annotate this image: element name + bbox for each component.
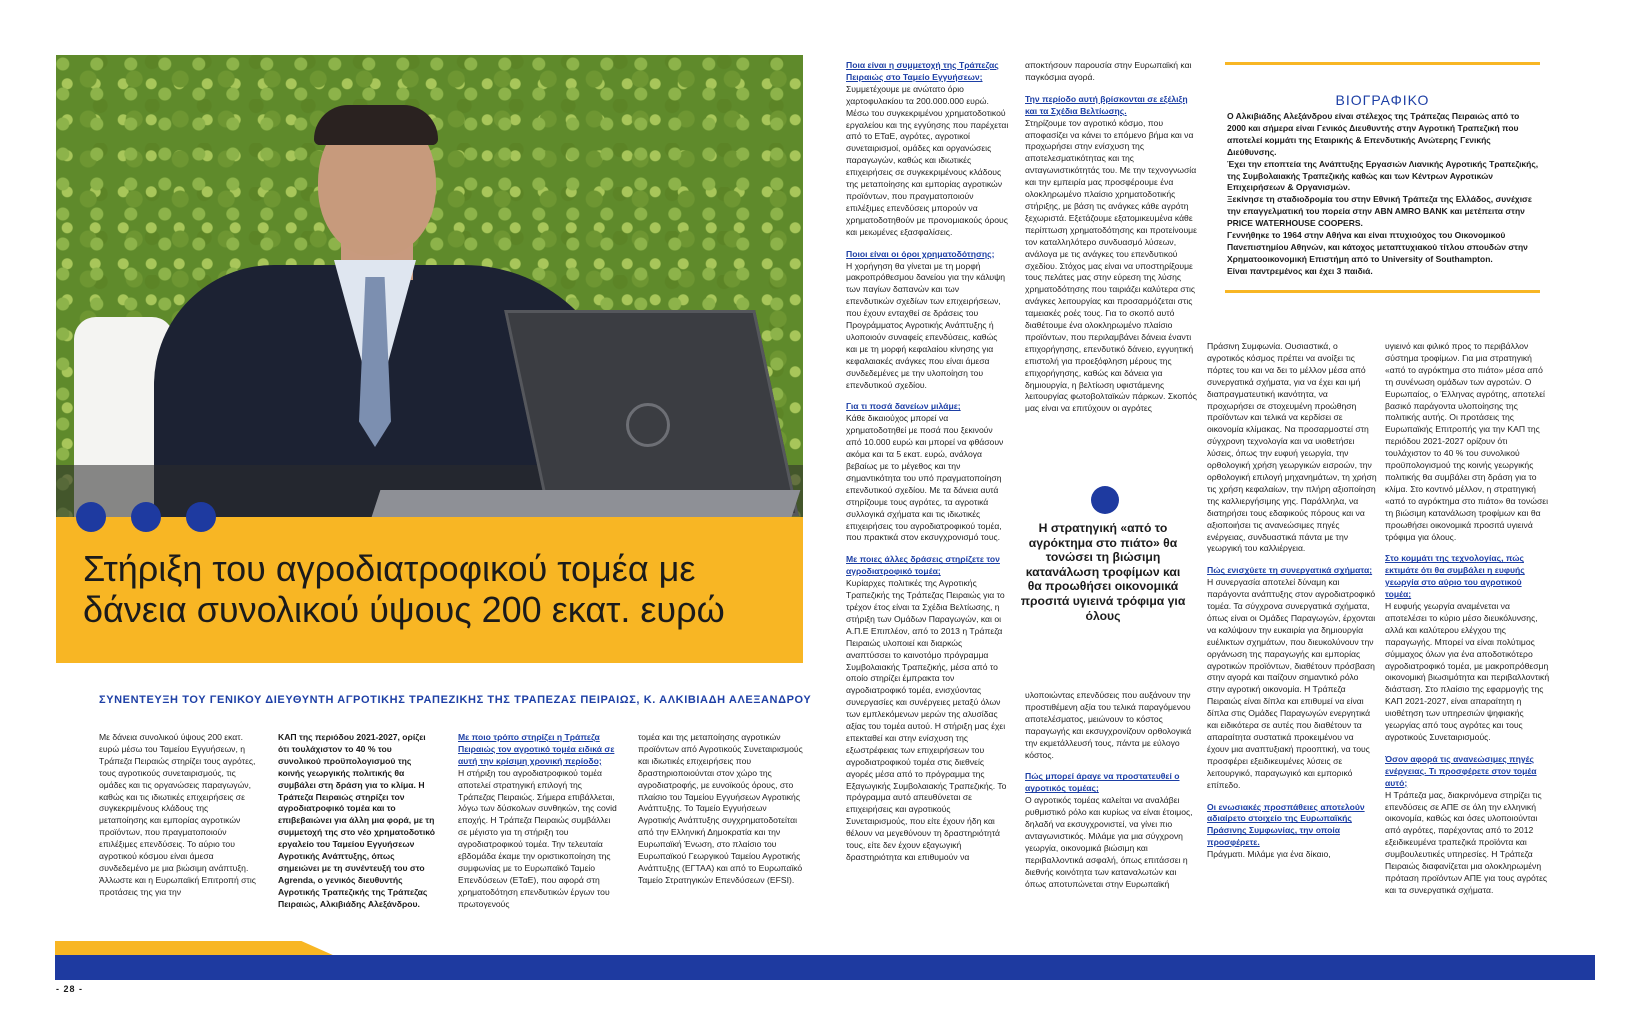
body-text: Πράσινη Συμφωνία. Ουσιαστικά, ο αγροτικός κόσμος πρέπει να ανοίξει τις πόρτες του και να δει το μέλλον μέσα από συνεργατικά σχήματα, για να έχει και ιμή διαπραγματευτική ικανότητα, να προχωρήσει σε στοχευμένη προώθηση προϊόντων και τελικά να κερδίσει σε οικονομία κλίμακας. Να προσαρμοστεί στη σύγχρονη τεχνολογία και να υιοθετήσει λύσεις, όπως την ευφυή γεωργία, την ορθολογική χρήση γεωργικών εισροών, την ορθολογική επιλογή μηχανημάτων, τη χρήση τις χρήση κεφαλαίων, την πλήρη αξιοποίηση της καλλιεργήσιμης γης. Παράλληλα, να διατηρήσει τους εδαφικούς πόρους και να αξιοποιήσει τις ανανεώσιμες πηγές ενέργειας, συνδυαστικά πάντα με την γεωργική του καλλιέργεια. — [1207, 341, 1377, 554]
body-text: Ο αγροτικός τομέας καλείται να αναλάβει ρυθμιστικό ρόλο και κυρίως να είναι έτοιμος, δηλαδή να εκσυγχρονιστεί, να γίνει πιο ανταγωνιστικός. Μιλάμε για μια σύγχρονη γεωργία, οικονομικά βιώσιμη και περιβαλλοντικά ασφαλή, όπως επιτάσσει η διεθνής κοινότητα των καταναλωτών και όπως αποτυπώνεται στην Ευρωπαϊκή — [1025, 795, 1193, 889]
interview-question: Ποιοι είναι οι όροι χρηματοδότησης; — [846, 248, 995, 259]
bio-bottom-rule — [1225, 290, 1540, 293]
interview-question: Για τι ποσά δανείων μιλάμε; — [846, 401, 961, 412]
pull-quote-dot — [1091, 486, 1119, 514]
interview-question: Με ποιο τρόπο στηρίζει η Τράπεζα Πειραιώς τον αγροτικό τομέα ειδικά σε αυτή την κρίσιμη χρονική περίοδο; — [458, 732, 615, 766]
body-text: Η συνεργασία αποτελεί δύναμη και παράγοντα ανάπτυξης στον αγροδιατροφικό τομέα. Τα σύγχρονα συνεργατικά σχήματα, όπως είναι οι Ομάδες Παραγωγών, έρχονται να καλύψουν την ευκαιρία για δημιουργία ευέλικτων σχημάτων, που διευκολύνουν την οργάνωση της παραγωγής και εμπορίας αγροτικών προϊόντων, διαθέτουν πρόσβαση στην αγορά και παίζουν σημαντικό ρόλο στην αγροτική οικονομία. Η Τράπεζα Πειραιώς είναι δίπλα και επιθυμεί να είναι δίπλα στις Ομάδες Παραγωγών ενεργητικά και ειδικότερα σε αυτές που διαθέτουν τα απαραίτητα συστατικά προκειμένου να έχουν μια αναπτυξιακή προοπτική, να τους προσφέρει εξειδικευμένες λύσεις σε λειτουργικό, παραγωγικό και εμπορικό επίπεδο. — [1207, 577, 1376, 790]
laptop-base — [372, 490, 801, 517]
body-column-2 — [278, 732, 436, 917]
interview-question: Με ποιες άλλες δράσεις στηρίζετε τον αγροδιατροφικό τομέα; — [846, 554, 1000, 577]
interview-question: Όσον αφορά τις ανανεώσιμες πηγές ενέργειας. Τι προσφέρετε στον τομέα αυτό; — [1385, 753, 1537, 788]
body-text: Κυρίαρχες πολιτικές της Αγροτικής Τραπεζικής της Τράπεζας Πειραιώς για το τρέχον έτος είναι τα Σχέδια Βελτίωσης, η στήριξη των Ομάδων Παραγωγών, και οι Α.Π.Ε Επιπλέον, από το 2013 η Τράπεζα Πειραιώς υλοποιεί και διαρκώς αναπτύσσει το καινοτόμο πρόγραμμα Συμβολαιακής Τραπεζικής, μέσα από το οποίο στηρίζει έμπρακτα τον αγροδιατροφικό τομέα, ενισχύοντας συνεργασίες και συνέργειες μεταξύ όλων των εμπλεκόμενων μερών της αλυσίδας αξίας του τομέα αυτού. Η στήριξη μας έχει επεκταθεί και στην ενίσχυση της εξωστρέφειας των επιχειρήσεων του αγροδιατροφικού τομέα στις διεθνείς αγορές μέσα από το πρόγραμμα της Εξαγωγικής Συμβολαιακής Τραπεζικής. Το πρόγραμμα αυτό απευθύνεται σε επιχειρήσεις και αγροτικούς Συνεταιρισμούς, που είτε έχουν ήδη και θέλουν να μεγεθύνουν τη δραστηριότητά τους, είτε δεν έχουν εξαγωγική δραστηριότητα και επιθυμούν να — [846, 578, 1007, 862]
body-text: Συμμετέχουμε με ανώτατο όριο χαρτοφυλακίου τα 200.000.000 ευρώ. Μέσω του συγκεκριμένου χρηματοδοτικού εργαλείου και της εγγύησης που παρέχεται από το ΕΤαΕ, αγρότες, αγροτικοί συνεταιρισμοί, ομάδες και οργανώσεις παραγωγών, καθώς και ιδιωτικές επιχειρήσεις σε συγκεκριμένους κλάδους της μεταποίησης και εμπορίας αγροτικών προϊόντων, που πραγματοποιούν επιλέξιμες επενδύσεις μπορούν να χρηματοδοτηθούν με προνομιακούς όρους και μειωμένες εξασφαλίσεις. — [846, 83, 1009, 237]
page-number: - 28 - — [56, 984, 84, 994]
body-text: Πράγματι. Μιλάμε για ένα δίκαιο, — [1207, 849, 1331, 860]
decorative-dot-1 — [76, 502, 106, 532]
body-text: τομέα και της μεταποίησης αγροτικών προϊόντων από Αγροτικούς Συνεταιρισμούς και ιδιωτικές επιχειρήσεις που δραστηριοποιούνται στον χώρο της αγροδιατροφής, με ευνοϊκούς όρους, στο πλαίσιο του Ταμείου Εγγυήσεων Αγροτικής Ανάπτυξης. Το Ταμείο Εγγυήσεων Αγροτικής Ανάπτυξης συγχρηματοδοτείται από την Ελληνική Δημοκρατία και την Ευρωπαϊκή Ένωση, στο πλαίσιο του Ευρωπαϊκού Γεωργικού Ταμείου Αγροτικής Ανάπτυξης (ΕΓΤΑΑ) και από το Ευρωπαϊκό Ταμείο Στρατηγικών Επενδύσεων (EFSI). — [638, 732, 803, 885]
article-subtitle: ΣΥΝΕΝΤΕΥΞΗ ΤΟΥ ΓΕΝΙΚΟΥ ΔΙΕΥΘΥΝΤΗ ΑΓΡΟΤΙΚΗΣ ΤΡΑΠΕΖΙΚΗΣ ΤΗΣ ΤΡΑΠΕΖΑΣ ΠΕΙΡΑΙΩΣ, Κ. ΑΛΚΙΒΙΑΔΗ ΑΛΕΞΑΝΔΡΟΥ — [99, 694, 812, 706]
bio-paragraph: Ξεκίνησε τη σταδιοδρομία του στην Εθνική Τράπεζα της Ελλάδος, συνέχισε την επαγγελματική του πορεία στην ABN AMRO BANK και μετέπειτα στην PRICE WATERHOUSE COOPERS. — [1227, 194, 1532, 229]
interview-question: Πώς ενισχύετε τη συνεργατικά σχήματα; — [1207, 565, 1373, 576]
laptop-logo-icon — [626, 403, 670, 447]
body-text: Η ευφυής γεωργία αναμένεται να αποτελέσει το κύριο μέσο διευκόλυνσης, αλλά και καλύτερου ελέγχου της παραγωγής. Μπορεί να είναι πολύτιμος σύμμαχος όλων για ένα αποδοτικότερο αγροδιατροφικό τομέα, με μακροπρόθεσμη οικονομική βιωσιμότητα και περιβαλλοντική διάσταση. Στο πλαίσιο της εφαρμογής της ΚΑΠ 2021-2027, είναι απαραίτητη η υιοθέτηση των υπηρεσιών ψηφιακής γεωργίας από τους αγρότες και τους αγροτικούς Συνεταιρισμούς. — [1385, 601, 1550, 742]
body-column-4 — [638, 732, 803, 917]
body-column-3 — [458, 732, 620, 917]
bio-paragraph: Ο Αλκιβιάδης Αλεξάνδρου είναι στέλεχος της Τράπεζας Πειραιώς από το 2000 και σήμερα είναι Γενικός Διευθυντής στην Αγροτική Τραπεζική που αποτελεί κομμάτι της Εταιρικής & Επενδυτικής Ανώτερης Γενικής Διεύθυνσης. — [1227, 111, 1520, 157]
body-column-8 — [1385, 341, 1550, 918]
interview-question: Ποια είναι η συμμετοχή της Τράπεζας Πειραιώς στο Ταμείο Εγγυήσεων; — [846, 60, 999, 82]
interview-question: Στο κομμάτι της τεχνολογίας, πώς εκτιμάτε ότι θα συμβάλει η ευφυής γεωργία στο αύριο του αγροτικού τομέα; — [1385, 553, 1525, 600]
body-text: Στηρίζουμε τον αγροτικό κόσμο, που αποφασίζει να κάνει το επόμενο βήμα και να προχωρήσει στην ενίσχυση της αποτελεσματικότητας και της ανταγωνιστικότητάς του. Με την τεχνογνωσία και την εμπειρία μας προσφέρουμε ένα ολοκληρωμένο πλαίσιο χρηματοδοτικής στήριξης, με βάση τις ανάγκες κάθε αγρότη ξεχωριστά. Εξετάζουμε εξατομικευμένα κάθε περίπτωση χρηματοδότησης και προτείνουμε τον καταλληλότερο συνδυασμό λύσεων, ανάλογα με τις ανάγκες του επενδυτικού σχεδίου. Στόχος μας είναι να υποστηρίξουμε τους πελάτες μας στην εύρεση της λύσης χρηματοδότησης που ταιριάζει καλύτερα στις ανάγκες λειτουργίας και προσαρμόζεται στις ταμειακές ροές τους. Για το σκοπό αυτό διαθέτουμε ένα ολοκληρωμένο πλαίσιο προϊόντων, που περιλαμβάνει δάνεια έναντι επιχορήγησης, επενδυτικό δάνειο, εγγυητική επιστολή για προεξόφληση μέρους της επιχορήγησης, καθώς και δάνεια για δημιουργία, η βελτίωση υφιστάμενης λειτουργίας φωτοβολταϊκών πάρκων. Σκοπός μας είναι να επιτύχουν οι αγρότες — [1025, 117, 1197, 414]
pull-quote: Η στρατηγική «από το αγρόκτημα στο πιάτο» θα τονώσει τη βιώσιμη κατανάλωση τροφίμων και θα προωθήσει οικονομικά προσιτά υγιεινά τρόφιμα για όλους — [1020, 521, 1186, 623]
footer-blue-bar — [55, 955, 1595, 980]
body-text: ΚΑΠ της περιόδου 2021-2027, ορίζει ότι τουλάχιστον το 40 % του συνολικού προϋπολογισμού της κοινής γεωργικής πολιτικής θα συμβάλει στη δράση για το κλίμα. Η Τράπεζα Πειραιώς στηρίζει τον αγροδιατροφικό τομέα και το επιβεβαιώνει για άλλη μια φορά, με τη συμμετοχή της στο νέο χρηματοδοτικό εργαλείο του Ταμείου Εγγυήσεων Αγροτικής Ανάπτυξης, όπως σημειώνει με τη συνέντευξή του στο Agrenda, ο γενικός διευθυντής Αγροτικής Τραπεζικής της Τράπεζας Πειραιώς, Αλκιβιάδης Αλεξάνδρου. — [278, 732, 436, 909]
bio-top-rule — [1225, 62, 1540, 65]
bio-paragraph: Είναι παντρεμένος και έχει 3 παιδιά. — [1227, 265, 1373, 276]
interview-question: Την περίοδο αυτή βρίσκονται σε εξέλιξη και τα Σχέδια Βελτίωσης. — [1025, 93, 1188, 116]
body-column-5 — [846, 60, 1009, 940]
interview-question: Πώς μπορεί άραγε να προστατευθεί ο αγροτικός τομέας; — [1025, 771, 1180, 794]
body-text: Η Τράπεζα μας, διακρινόμενα στηρίζει τις επενδύσεις σε ΑΠΕ σε όλη την ελληνική οικονομία, καθώς και όσες υλοποιούνται από αγρότες, παρέχοντας από το 2012 εξειδικευμένα τραπεζικά προϊόντα και συμβουλευτικές υπηρεσίες. Η Τράπεζα Πειραιώς διαφανίζεται μια ολοκληρωμένη πρόταση προϊόντων ΑΠΕ για τους αγρότες και τα συνεργατικά σχήματα. — [1385, 789, 1548, 895]
person-hair — [314, 105, 438, 145]
decorative-dot-3 — [186, 502, 216, 532]
body-text: Η στήριξη του αγροδιατροφικού τομέα αποτελεί στρατηγική επιλογή της Τράπεζας Πειραιώς. Σήμερα επιβάλλεται, λόγω των δύσκολων συνθηκών, της covid εποχής. Η Τράπεζα Πειραιώς συμβάλλει σε μέγιστο για τη στήριξη του αγροδιατροφικού τομέα. Την τελευταία εβδομάδα έκαμε την οριστικοποίηση της συμφωνίας με το Ευρωπαϊκό Ταμείο Επενδύσεων (ΕΤαΕ), που αφορά στη χρηματοδότηση επενδυτικών έργων του πρωτογενούς — [458, 767, 617, 909]
footer-yellow-accent — [55, 941, 335, 956]
body-text: υλοποιώντας επενδύσεις που αυξάνουν την προστιθέμενη αξία του τελικά παραγόμενου αποτελέσματος, μειώνουν το κόστος παραγωγής και εκσυγχρονίζουν ορθολογικά την εκμετάλλευσή τους, πάντα με εύλογο κόστος. — [1025, 690, 1192, 760]
interview-question: Οι ενωσιακές προσπάθειες αποτελούν αδιαίρετο στοιχείο της Ευρωπαϊκής Πράσινης Συμφωνίας, την οποία προσφέρετε. — [1207, 801, 1365, 848]
page-title: Στήριξη του αγροδιατροφικού τομέα με δάνεια συνολικού ύψους 200 εκατ. ευρώ — [83, 548, 725, 630]
body-text: Η χορήγηση θα γίνεται με τη μορφή μακροπρόθεσμου δανείου για την κάλυψη των παγίων δαπανών και των επενδυτικών σχεδίων των επιχειρήσεων, που έχουν ενταχθεί σε δράσεις του Προγράμματος Αγροτικής Ανάπτυξης ή υλοποιούν συναφείς επενδύσεις, καθώς και με τη μορφή κεφαλαίου κίνησης για κεφαλαιακές ανάγκες που είναι άμεσα συνδεδεμένες με την υλοποίηση του επενδυτικού σχεδίου. — [846, 260, 1006, 390]
body-column-6 — [1025, 60, 1197, 468]
bio-text — [1227, 111, 1539, 278]
body-text: αποκτήσουν παρουσία στην Ευρωπαϊκή και παγκόσμια αγορά. — [1025, 60, 1192, 82]
body-column-7 — [1207, 341, 1377, 918]
body-text: Κάθε δικαιούχος μπορεί να χρηματοδοτηθεί με ποσά που ξεκινούν από 10.000 ευρώ και μπορεί να φθάσουν ακόμα και τα 5 εκατ. ευρώ, ανάλογα βεβαίως με το μέγεθος και την σημαντικότητα του υπό πραγματοποίηση επενδυτικού σχεδίου. Με τα δάνεια αυτά στηρίζουμε τους αγρότες, τα αγροτικά συλλογικά σχήματα και τις ιδιωτικές επιχειρήσεις του αγροδιατροφικού τομέα, που πρακτικά στον εκσυγχρονισμό τους. — [846, 413, 1004, 543]
body-column-6-bottom — [1025, 690, 1197, 915]
body-column-1 — [99, 732, 257, 917]
interview-photo — [56, 55, 803, 517]
bio-paragraph: Έχει την εποπτεία της Ανάπτυξης Εργασιών Λιανικής Αγροτικής Τραπεζικής, της Συμβολαιακής Τραπεζικής καθώς και των Κέντρων Αγροτικών Επιχειρήσεων & Οργανισμών. — [1227, 158, 1539, 193]
decorative-dot-2 — [131, 502, 161, 532]
bio-title: ΒΙΟΓΡΑΦΙΚΟ — [1335, 92, 1430, 108]
body-text: υγιεινό και φιλικό προς το περιβάλλον σύστημα τροφίμων. Για μια στρατηγική «από το αγρόκτημα στο πιάτο» μέσα από τη συνένωση ομάδων των αγροτών. Ο Ευρωπαίος, ο Έλληνας αγρότης, αποτελεί βασικό παράγοντα υλοποίησης της πολιτικής αυτής. Οι προτάσεις της Ευρωπαϊκής Επιτροπής για την ΚΑΠ της περιόδου 2021-2027 ορίζουν ότι τουλάχιστον το 40 % του συνολικού προϋπολογισμού της κοινής γεωργικής πολιτικής θα συμβάλει στη δράση για το κλίμα. Στο κοντινό μέλλον, η στρατηγική «από το αγρόκτημα στο πιάτο» θα τονώσει τη βιώσιμη κατανάλωση τροφίμων και θα προωθήσει οικονομικά προσιτά υγιεινά τρόφιμα για όλους. — [1385, 341, 1549, 542]
body-text: Με δάνεια συνολικού ύψους 200 εκατ. ευρώ μέσω του Ταμείου Εγγυήσεων, η Τράπεζα Πειραιώς στηρίζει τους αγρότες, τους αγροτικούς συνεταιρισμούς, τις ομάδες και τις οργανώσεις παραγωγών, καθώς και τις ιδιωτικές επιχειρήσεις σε συγκεκριμένους κλάδους της μεταποίησης και εμπορίας αγροτικών προϊόντων, που πραγματοποιούν επιλέξιμες επενδύσεις. Το αύριο του αγροτικού κόσμου είναι άμεσα συνδεδεμένο με μια βιώσιμη ανάπτυξη. Άλλωστε και η Ευρωπαϊκή Επιτροπή στις προτάσεις της για την — [99, 732, 256, 897]
bio-paragraph: Γεννήθηκε το 1964 στην Αθήνα και είναι πτυχιούχος του Οικονομικού Πανεπιστημίου Αθηνών, και κάτοχος μεταπτυχιακού τίτλου σπουδών στην Χρηματοοικονομική Επιστήμη από το University of Southampton. — [1227, 230, 1528, 264]
